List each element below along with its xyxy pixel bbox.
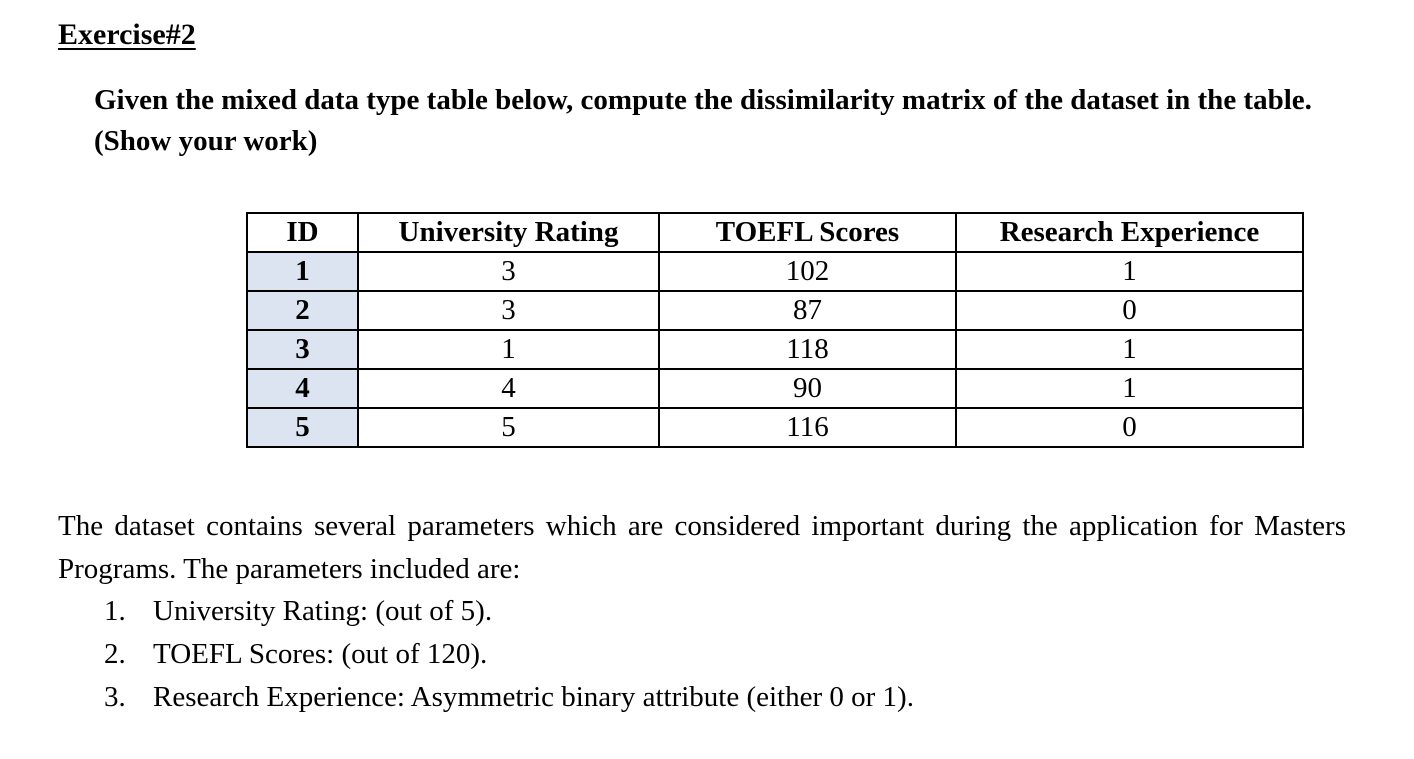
- exercise-heading: Exercise#2: [58, 18, 196, 51]
- cell-university-rating: 4: [358, 369, 659, 408]
- table-row: [247, 252, 1303, 291]
- cell-id: 1: [247, 252, 358, 291]
- cell-toefl-score: 116: [659, 408, 956, 447]
- cell-id: 5: [247, 408, 358, 447]
- cell-university-rating: 1: [358, 330, 659, 369]
- cell-id: 2: [247, 291, 358, 330]
- cell-toefl-score: 87: [659, 291, 956, 330]
- mixed-data-table: [246, 212, 1304, 448]
- cell-research-experience: 0: [956, 408, 1303, 447]
- cell-university-rating: 3: [358, 252, 659, 291]
- cell-research-experience: 0: [956, 291, 1303, 330]
- cell-research-experience: 1: [956, 330, 1303, 369]
- list-number: 1.: [104, 595, 126, 627]
- header-research-experience: Research Experience: [956, 213, 1303, 252]
- header-toefl-scores: TOEFL Scores: [659, 213, 956, 252]
- list-text: Research Experience: Asymmetric binary attribute (either 0 or 1).: [153, 681, 914, 713]
- header-id: ID: [247, 213, 358, 252]
- exercise-prompt: Given the mixed data type table below, compute the dissimilarity matrix of the dataset in the table. (Show your work): [94, 84, 1312, 157]
- dataset-description: The dataset contains several parameters which are considered important during the application for Masters Programs. The parameters included are:: [58, 510, 1346, 585]
- parameter-list: [104, 590, 914, 719]
- list-number: 3.: [104, 681, 126, 713]
- cell-university-rating: 5: [358, 408, 659, 447]
- table-row: [247, 291, 1303, 330]
- list-item: [104, 590, 914, 633]
- list-number: 2.: [104, 638, 126, 670]
- table-row: [247, 330, 1303, 369]
- table-header-row: [247, 213, 1303, 252]
- cell-university-rating: 3: [358, 291, 659, 330]
- cell-id: 4: [247, 369, 358, 408]
- table-row: [247, 408, 1303, 447]
- cell-id: 3: [247, 330, 358, 369]
- cell-research-experience: 1: [956, 369, 1303, 408]
- list-item: [104, 676, 914, 719]
- table-row: [247, 369, 1303, 408]
- list-text: TOEFL Scores: (out of 120).: [153, 638, 488, 670]
- list-item: [104, 633, 914, 676]
- cell-toefl-score: 90: [659, 369, 956, 408]
- cell-toefl-score: 102: [659, 252, 956, 291]
- list-text: University Rating: (out of 5).: [153, 595, 493, 627]
- cell-research-experience: 1: [956, 252, 1303, 291]
- cell-toefl-score: 118: [659, 330, 956, 369]
- header-university-rating: University Rating: [358, 213, 659, 252]
